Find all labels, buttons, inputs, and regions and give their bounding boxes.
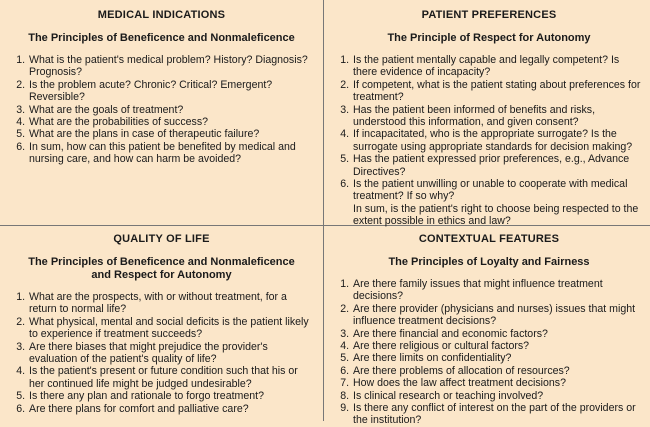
patient-preferences-principle: The Principle of Respect for Autonomy bbox=[387, 32, 591, 44]
patient-preferences-closing: In sum, is the patient's right to choose being respected to the extent possible in ethics and law? bbox=[353, 202, 639, 228]
quality-of-life-principle-line1: The Principles of Beneficence and Nonmaleficence bbox=[28, 256, 295, 268]
list-item: 9. Is there any conflict of interest on the part of the providers or the institution? bbox=[352, 402, 644, 427]
quality-of-life-panel bbox=[0, 226, 323, 421]
quality-of-life-principle bbox=[10, 256, 313, 282]
list-item: 4. Are there religious or cultural factors? bbox=[352, 340, 644, 352]
list-item: 5. Are there limits on confidentiality? bbox=[352, 352, 644, 364]
contextual-features-heading: CONTEXTUAL FEATURES bbox=[418, 233, 560, 245]
list-item: 6. In sum, how can this patient be benefited by medical and nursing care, and how can harm be avoided? bbox=[28, 141, 313, 166]
contextual-features-principle: The Principles of Loyalty and Fairness bbox=[388, 256, 590, 268]
list-item: 1. What are the prospects, with or without treatment, for a return to normal life? bbox=[28, 291, 313, 316]
list-item: 4. If incapacitated, who is the appropriate surrogate? Is the surrogate using appropriate standards for decision making? bbox=[352, 128, 644, 153]
medical-indications-principle: The Principles of Beneficence and Nonmaleficence bbox=[28, 32, 295, 44]
quality-of-life-principle-line2: and Respect for Autonomy bbox=[91, 269, 232, 281]
list-item: 3. What are the goals of treatment? bbox=[28, 104, 313, 116]
list-item: 3. Are there biases that might prejudice the provider's evaluation of the patient's quality of life? bbox=[28, 341, 313, 366]
patient-preferences-heading: PATIENT PREFERENCES bbox=[421, 9, 557, 21]
list-item: 6. Are there problems of allocation of resources? bbox=[352, 365, 644, 377]
list-item: 5. Is there any plan and rationale to forgo treatment? bbox=[28, 390, 313, 402]
medical-indications-list bbox=[10, 54, 313, 166]
list-item: 3. Are there financial and economic factors? bbox=[352, 328, 644, 340]
quality-of-life-list bbox=[10, 291, 313, 415]
patient-preferences-panel bbox=[324, 0, 650, 228]
quality-of-life-heading: QUALITY OF LIFE bbox=[113, 233, 210, 245]
medical-indications-panel bbox=[0, 0, 323, 225]
medical-indications-heading: MEDICAL INDICATIONS bbox=[97, 9, 226, 21]
list-item: 2. If competent, what is the patient stating about preferences for treatment? bbox=[352, 79, 644, 104]
list-item: 7. How does the law affect treatment decisions? bbox=[352, 377, 644, 389]
list-item: 2. Is the problem acute? Chronic? Critical? Emergent? Reversible? bbox=[28, 79, 313, 104]
list-item: 3. Has the patient been informed of benefits and risks, understood this information, and given consent? bbox=[352, 104, 644, 129]
list-item: 4. Is the patient's present or future condition such that his or her continued life might be judged undesirable? bbox=[28, 365, 313, 390]
list-item: 1. Is the patient mentally capable and legally competent? Is there evidence of incapacity? bbox=[352, 54, 644, 79]
contextual-features-list bbox=[334, 278, 644, 427]
list-item: 6. Are there plans for comfort and palliative care? bbox=[28, 403, 313, 415]
list-item: 2. What physical, mental and social deficits is the patient likely to experience if treatment succeeds? bbox=[28, 316, 313, 341]
list-item: 1. Are there family issues that might influence treatment decisions? bbox=[352, 278, 644, 303]
patient-preferences-list bbox=[334, 54, 644, 203]
list-item: 1. What is the patient's medical problem? History? Diagnosis? Prognosis? bbox=[28, 54, 313, 79]
list-item: 6. Is the patient unwilling or unable to cooperate with medical treatment? If so why? bbox=[352, 178, 644, 203]
list-item: 4. What are the probabilities of success? bbox=[28, 116, 313, 128]
contextual-features-panel bbox=[324, 226, 650, 427]
list-item: 5. Has the patient expressed prior preferences, e.g., Advance Directives? bbox=[352, 153, 644, 178]
list-item: 5. What are the plans in case of therapeutic failure? bbox=[28, 128, 313, 140]
list-item: 8. Is clinical research or teaching involved? bbox=[352, 390, 644, 402]
list-item: 2. Are there provider (physicians and nurses) issues that might influence treatment decisions? bbox=[352, 303, 644, 328]
